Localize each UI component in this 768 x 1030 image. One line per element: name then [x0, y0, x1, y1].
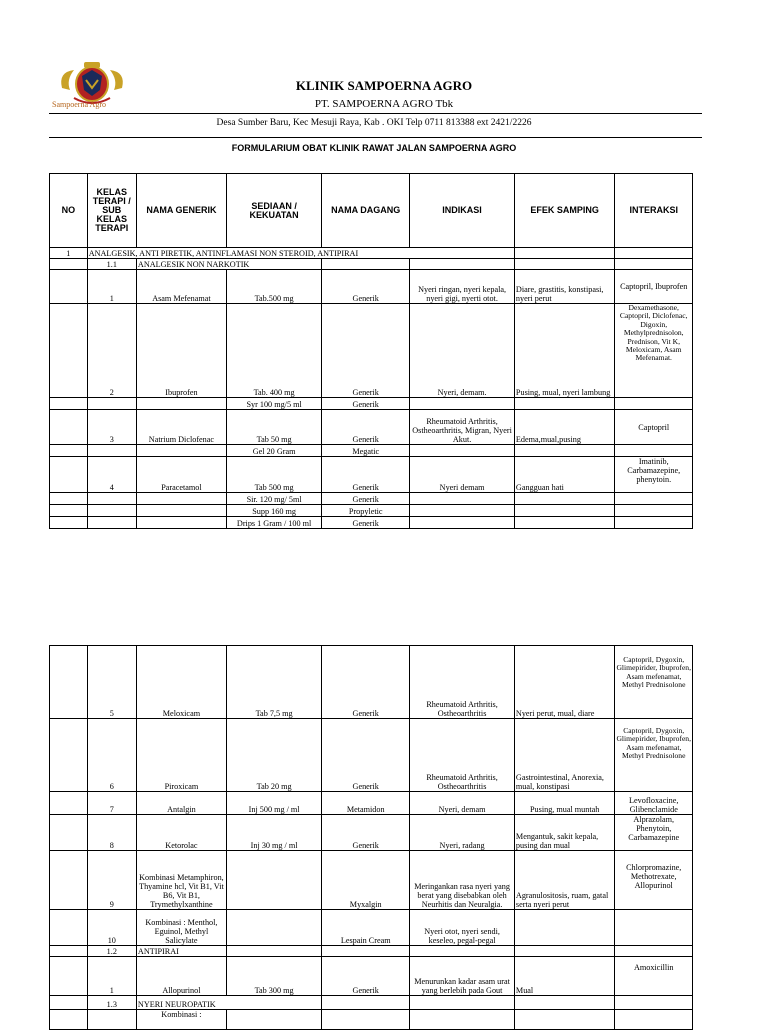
interaksi: Alprazolam, Phenytoin, Carbamazepine [615, 815, 693, 851]
nama-generik: Asam Mefenamat [136, 270, 226, 304]
sediaan: Tab 500 mg [226, 457, 321, 493]
company-name: PT. SAMPOERNA AGRO Tbk [314, 98, 454, 110]
interaksi: Captopril, Dygoxin, Glimepirider, Ibuprofen, Asam mefenamat, Methyl Prednisolone [615, 646, 693, 719]
row-no: 8 [87, 815, 136, 851]
nama-generik: Ketorolac [136, 815, 226, 851]
nama-dagang: Generik [322, 270, 410, 304]
nama-generik: Meloxicam [136, 646, 226, 719]
sediaan: Syr 100 mg/5 ml [226, 398, 321, 410]
table-row [50, 493, 693, 505]
table-row [50, 270, 693, 304]
sediaan: Tab. 400 mg [226, 304, 321, 398]
nama-generik: Kombinasi : Menthol, Eguinol, Methyl Salicylate [136, 910, 226, 946]
table-row [50, 851, 693, 910]
sediaan: Inj 500 mg / ml [226, 792, 321, 815]
sediaan: Inj 30 mg / ml [226, 815, 321, 851]
clinic-address: Desa Sumber Baru, Kec Mesuji Raya, Kab . OKI Telp 0711 813388 ext 2421/2226 [216, 118, 532, 128]
subcategory-label: ANTIPIRAI [136, 946, 226, 957]
indikasi: Meringankan rasa nyeri yang berat yang disebabkan oleh Neurhitis dan Neuralgia. [410, 851, 515, 910]
row-no: 5 [87, 646, 136, 719]
subcategory-no: 1.3 [87, 996, 136, 1010]
clinic-name: KLINIK SAMPOERNA AGRO [295, 78, 473, 93]
efek-samping: Edema,mual,pusing [514, 410, 615, 445]
efek-samping: Mengantuk, sakit kepala, pusing dan mual [514, 815, 615, 851]
efek-samping: Gangguan hati [514, 457, 615, 493]
row-no: 10 [87, 910, 136, 946]
sediaan: Tab 20 mg [226, 719, 321, 792]
table-row [50, 792, 693, 815]
header-divider [49, 113, 702, 114]
logo-caption: Sampoerna Agro [52, 100, 106, 109]
nama-generik: Paracetamol [136, 457, 226, 493]
interaksi: Captopril, Ibuprofen [615, 270, 693, 304]
formulary-table-1 [49, 173, 693, 529]
row-no: 3 [87, 410, 136, 445]
row-no: 9 [87, 851, 136, 910]
col-header-efek-samping: EFEK SAMPING [514, 174, 615, 248]
table-row [50, 445, 693, 457]
table-row [50, 646, 693, 719]
table-row [50, 910, 693, 946]
indikasi: Menurunkan kadar asam urat yang berlebih pada Gout [410, 957, 515, 996]
interaksi [615, 910, 693, 946]
table-row [50, 398, 693, 410]
efek-samping: Pusing, mual, nyeri lambung [514, 304, 615, 398]
table-row [50, 1010, 693, 1030]
interaksi: Chlorpromazine, Methotrexate, Allopurinol [615, 851, 693, 910]
efek-samping: Diare, grastitis, konstipasi, nyeri perut [514, 270, 615, 304]
interaksi: Captopril [615, 410, 693, 445]
formulary-table-2 [49, 645, 693, 1030]
col-header-nama-dagang: NAMA DAGANG [322, 174, 410, 248]
subcategory-row [50, 946, 693, 957]
sediaan: Drips 1 Gram / 100 ml [226, 517, 321, 529]
efek-samping: Pusing, mual muntah [514, 792, 615, 815]
category-label: ANALGESIK, ANTI PIRETIK, ANTINFLAMASI NON STEROID, ANTIPIRAI [87, 248, 514, 259]
nama-generik: Kombinasi : [136, 1010, 226, 1030]
sediaan: Tab 7,5 mg [226, 646, 321, 719]
nama-dagang: Generik [322, 719, 410, 792]
col-header-indikasi: INDIKASI [410, 174, 515, 248]
indikasi: Nyeri ringan, nyeri kepala, nyeri gigi, nyerti otot. [410, 270, 515, 304]
col-header-kelas: KELAS TERAPI / SUB KELAS TERAPI [87, 174, 136, 248]
sediaan: Sir. 120 mg/ 5ml [226, 493, 321, 505]
sediaan: Tab 300 mg [226, 957, 321, 996]
row-no: 6 [87, 719, 136, 792]
table-row [50, 719, 693, 792]
nama-dagang: Generik [322, 493, 410, 505]
efek-samping: Agranulositosis, ruam, gatal serta nyeri perut [514, 851, 615, 910]
nama-dagang: Generik [322, 957, 410, 996]
nama-generik: Kombinasi Metamphiron, Thyamine hcl, Vit B1, Vit B6, Vit B1, Trymethylxanthine [136, 851, 226, 910]
nama-generik: Antalgin [136, 792, 226, 815]
row-no: 1 [87, 270, 136, 304]
subcategory-no: 1.2 [87, 946, 136, 957]
table-row [50, 505, 693, 517]
nama-dagang: Generik [322, 457, 410, 493]
interaksi: Imatinib, Carbamazepine, phenytoin. [615, 457, 693, 493]
sediaan: Supp 160 mg [226, 505, 321, 517]
interaksi: Levofloxacine, Glibenclamide [615, 792, 693, 815]
subcategory-row [50, 259, 693, 270]
table-row [50, 957, 693, 996]
col-header-no: NO [50, 174, 88, 248]
sediaan: Gel 20 Gram [226, 445, 321, 457]
table-row [50, 410, 693, 445]
nama-dagang: Generik [322, 410, 410, 445]
table-row [50, 815, 693, 851]
subcategory-label: NYERI NEUROPATIK [136, 996, 321, 1010]
row-no: 7 [87, 792, 136, 815]
efek-samping: Gastrointestinal, Anorexia, mual, konstipasi [514, 719, 615, 792]
nama-dagang: Generik [322, 304, 410, 398]
sediaan [226, 851, 321, 910]
table-row [50, 517, 693, 529]
col-header-sediaan: SEDIAAN / KEKUATAN [226, 174, 321, 248]
nama-generik: Natrium Diclofenac [136, 410, 226, 445]
indikasi: Nyeri, radang [410, 815, 515, 851]
efek-samping: Mual [514, 957, 615, 996]
interaksi: Captopril, Dygoxin, Glimepirider, Ibuprofen, Asam mefenamat, Methyl Prednisolone [615, 719, 693, 792]
nama-generik: Ibuprofen [136, 304, 226, 398]
nama-dagang: Propyletic [322, 505, 410, 517]
efek-samping: Nyeri perut, mual, diare [514, 646, 615, 719]
indikasi: Nyeri, demam [410, 792, 515, 815]
indikasi: Nyeri otot, nyeri sendi, keseleo, pegal-pegal [410, 910, 515, 946]
row-no: 1 [87, 957, 136, 996]
nama-dagang: Generik [322, 398, 410, 410]
nama-generik: Allopurinol [136, 957, 226, 996]
efek-samping [514, 910, 615, 946]
table-row [50, 304, 693, 398]
indikasi: Rheumatoid Arthritis, Ostheoarthritis, Migran, Nyeri Akut. [410, 410, 515, 445]
subcategory-no: 1.1 [87, 259, 136, 270]
interaksi: Dexamethasone, Captopril, Diclofenac, Digoxin, Methylprednisolon, Prednison, Vit K, Meloxicam, Asam Mefenamat. [615, 304, 693, 398]
table-header-row [50, 174, 693, 248]
col-header-nama-generik: NAMA GENERIK [136, 174, 226, 248]
sediaan: Tab.500 mg [226, 270, 321, 304]
interaksi: Amoxicillin [615, 957, 693, 996]
category-no: 1 [50, 248, 88, 259]
row-no: 2 [87, 304, 136, 398]
nama-dagang: Generik [322, 646, 410, 719]
indikasi: Nyeri demam [410, 457, 515, 493]
indikasi: Nyeri, demam. [410, 304, 515, 398]
nama-dagang: Generik [322, 517, 410, 529]
col-header-interaksi: INTERAKSI [615, 174, 693, 248]
nama-dagang: Lespain Cream [322, 910, 410, 946]
nama-dagang: Generik [322, 815, 410, 851]
subcategory-label: ANALGESIK NON NARKOTIK [136, 259, 321, 270]
form-title: FORMULARIUM OBAT KLINIK RAWAT JALAN SAMPOERNA AGRO [231, 143, 517, 153]
sediaan [226, 910, 321, 946]
category-row [50, 248, 693, 259]
nama-dagang: Metamidon [322, 792, 410, 815]
indikasi: Rheumatoid Arthritis, Ostheoarthritis [410, 646, 515, 719]
table-row [50, 457, 693, 493]
nama-dagang: Megatic [322, 445, 410, 457]
nama-dagang: Myxalgin [322, 851, 410, 910]
row-no: 4 [87, 457, 136, 493]
nama-generik: Piroxicam [136, 719, 226, 792]
indikasi: Rheumatoid Arthritis, Ostheoarthritis [410, 719, 515, 792]
subcategory-row [50, 996, 693, 1010]
sediaan: Tab 50 mg [226, 410, 321, 445]
header-divider-2 [49, 137, 702, 138]
